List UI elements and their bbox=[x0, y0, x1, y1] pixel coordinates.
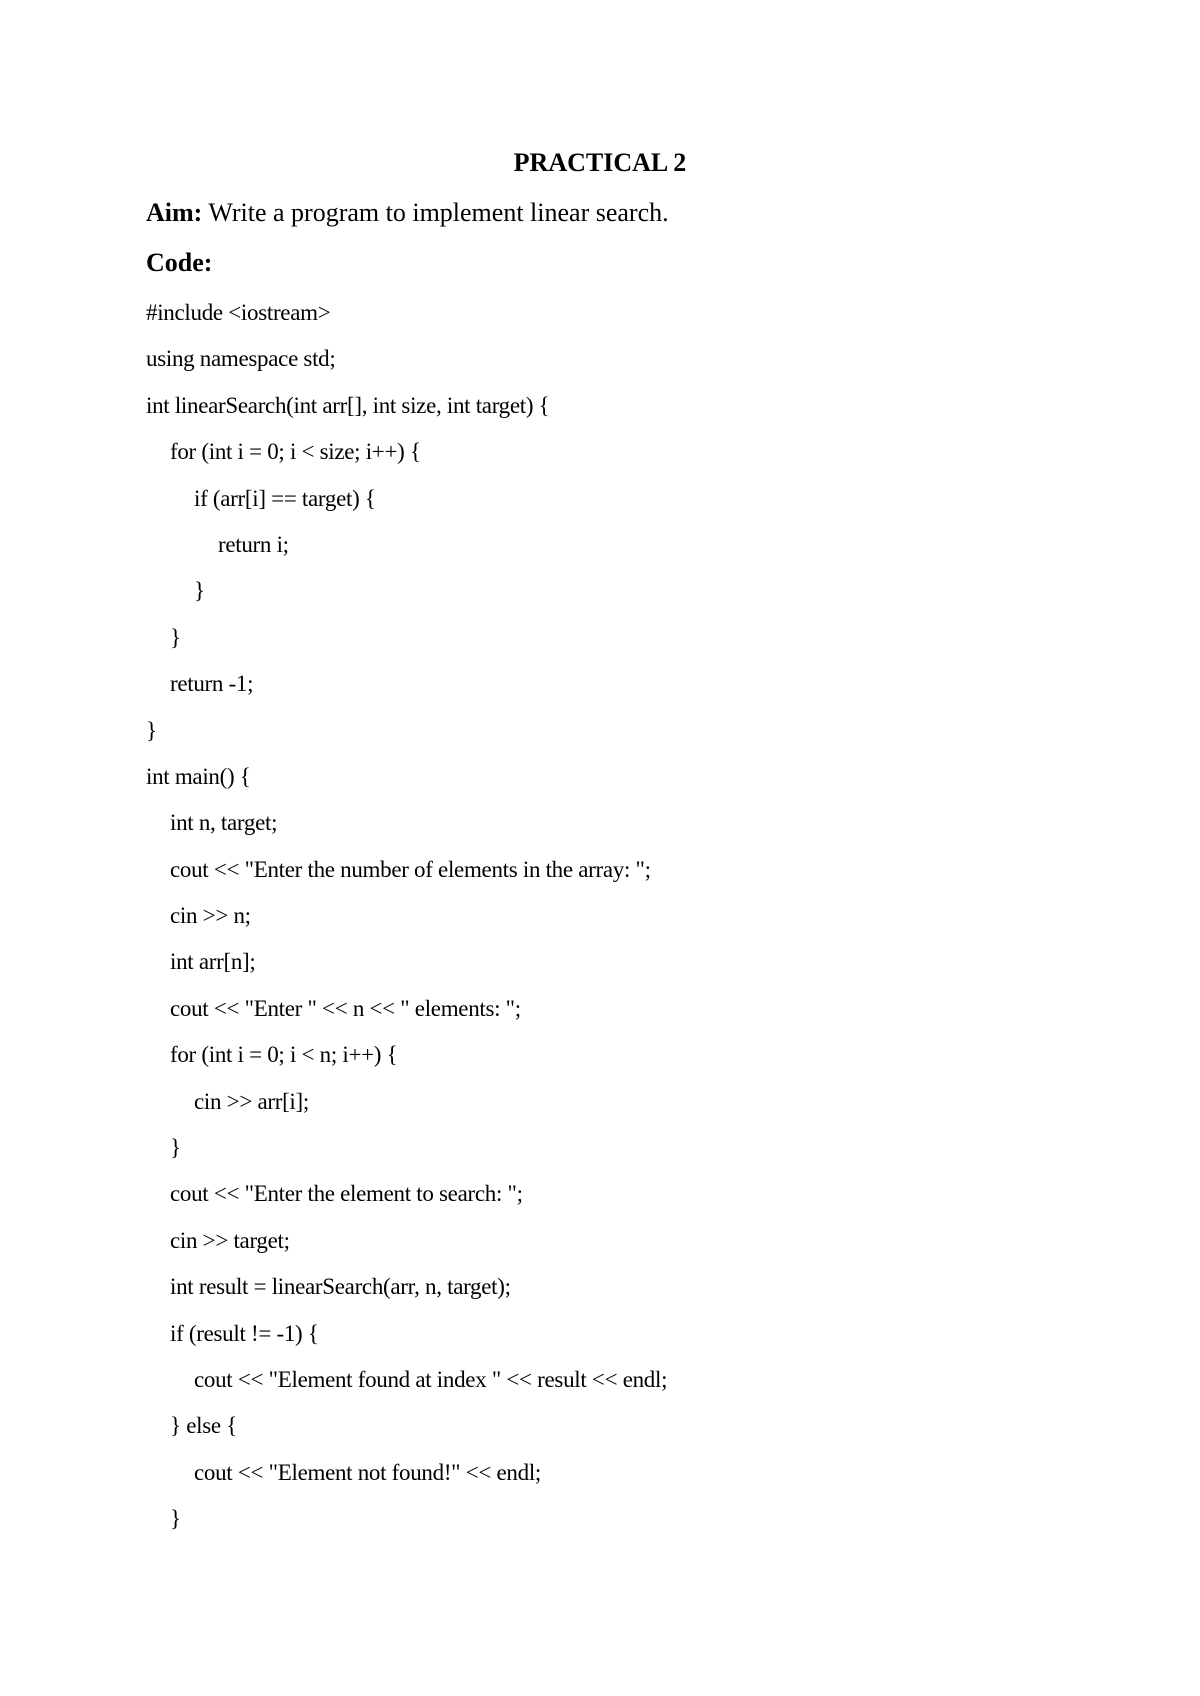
aim-label: Aim: bbox=[146, 198, 203, 227]
code-line: cout << "Enter the element to search: "; bbox=[170, 1181, 523, 1207]
code-line: cout << "Element not found!" << endl; bbox=[194, 1459, 541, 1485]
code-line: cout << "Element found at index " << result << endl; bbox=[194, 1366, 668, 1392]
code-line: for (int i = 0; i < n; i++) { bbox=[170, 1042, 398, 1068]
code-line: #include <iostream> bbox=[146, 300, 331, 325]
code-line: int linearSearch(int arr[], int size, int target) { bbox=[146, 392, 550, 418]
code-line: } bbox=[170, 1506, 181, 1532]
code-line: cout << "Enter the number of elements in the array: "; bbox=[170, 856, 651, 882]
code-line: int main() { bbox=[146, 763, 251, 789]
code-line: int result = linearSearch(arr, n, target); bbox=[170, 1274, 511, 1300]
code-line: } else { bbox=[170, 1413, 237, 1439]
code-line: cout << "Enter " << n << " elements: "; bbox=[170, 995, 521, 1021]
code-line: using namespace std; bbox=[146, 346, 336, 372]
code-line: if (result != -1) { bbox=[170, 1320, 319, 1346]
code-line: } bbox=[170, 624, 181, 650]
code-line: int arr[n]; bbox=[170, 949, 256, 975]
code-line: } bbox=[170, 1135, 181, 1161]
code-line: return -1; bbox=[170, 671, 254, 697]
code-line: if (arr[i] == target) { bbox=[194, 485, 376, 511]
code-line: cin >> arr[i]; bbox=[194, 1088, 309, 1114]
code-line: } bbox=[194, 578, 205, 604]
code-line: for (int i = 0; i < size; i++) { bbox=[170, 439, 421, 465]
page-title: PRACTICAL 2 bbox=[513, 148, 687, 177]
code-line: cin >> target; bbox=[170, 1227, 290, 1253]
code-heading: Code: bbox=[146, 248, 213, 277]
code-line: } bbox=[146, 717, 157, 743]
code-line: return i; bbox=[218, 531, 289, 557]
code-line: cin >> n; bbox=[170, 903, 251, 929]
code-line: int n, target; bbox=[170, 810, 278, 836]
aim-text: Write a program to implement linear search. bbox=[202, 198, 669, 227]
code-listing bbox=[146, 298, 667, 1551]
aim-statement bbox=[146, 198, 669, 228]
